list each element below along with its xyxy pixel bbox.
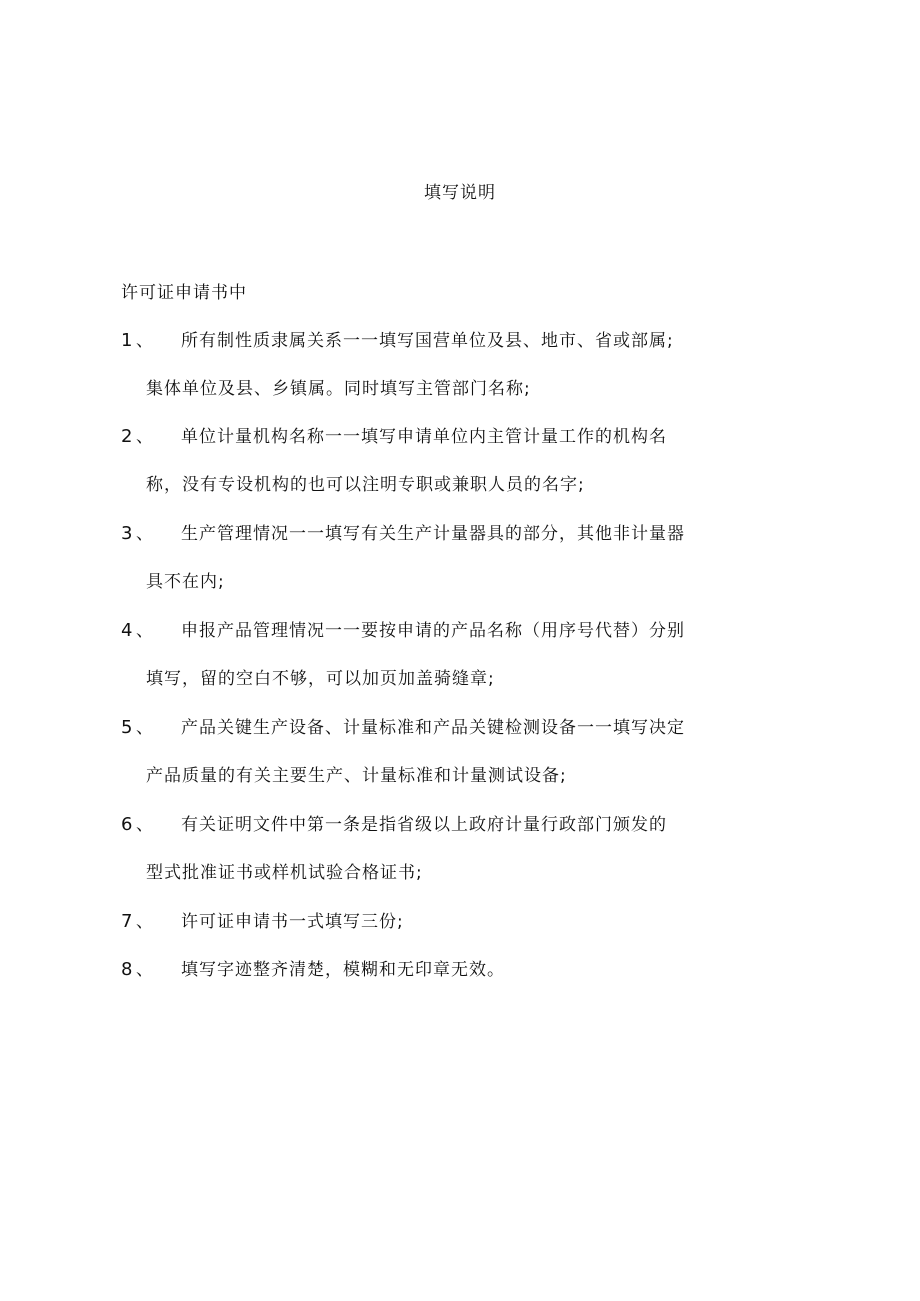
item-text-line-2: 产品质量的有关主要生产、计量标准和计量测试设备; [146, 766, 567, 786]
item-text-line-1: 生产管理情况一一填写有关生产计量器具的部分，其他非计量器 [181, 524, 685, 544]
item-text-line-1: 产品关键生产设备、计量标准和产品关键检测设备一一填写决定 [181, 718, 685, 738]
item-separator: 、 [136, 815, 154, 835]
item-number: 1 [121, 330, 133, 351]
item-number: 5 [121, 717, 133, 738]
item-number: 3 [121, 523, 133, 544]
item-number: 4 [121, 620, 133, 641]
item-separator: 、 [136, 718, 154, 738]
item-text-line-2: 称，没有专设机构的也可以注明专职或兼职人员的名字; [146, 475, 585, 495]
item-text-line-2: 具不在内; [146, 572, 225, 592]
item-text-line-2: 填写，留的空白不够，可以加页加盖骑缝章; [146, 669, 495, 689]
intro-text: 许可证申请书中 [121, 283, 247, 303]
item-text-line-1: 填写字迹整齐清楚，模糊和无印章无效。 [181, 960, 505, 980]
item-number: 8 [121, 959, 133, 980]
item-separator: 、 [136, 427, 154, 447]
item-number: 7 [121, 911, 133, 932]
item-text-line-1: 单位计量机构名称一一填写申请单位内主管计量工作的机构名 [181, 427, 667, 447]
item-separator: 、 [136, 960, 154, 980]
item-text-line-2: 型式批准证书或样机试验合格证书; [146, 863, 423, 883]
item-text-line-1: 许可证申请书一式填写三份; [181, 912, 404, 932]
item-number: 2 [121, 426, 133, 447]
item-text-line-1: 有关证明文件中第一条是指省级以上政府计量行政部门颁发的 [181, 815, 667, 835]
item-text-line-1: 所有制性质隶属关系一一填写国营单位及县、地市、省或部属; [181, 331, 674, 351]
item-separator: 、 [136, 524, 154, 544]
document-title: 填写说明 [424, 183, 496, 203]
item-text-line-2: 集体单位及县、乡镇属。同时填写主管部门名称; [146, 379, 531, 399]
item-separator: 、 [136, 912, 154, 932]
item-number: 6 [121, 814, 133, 835]
item-separator: 、 [136, 331, 154, 351]
item-text-line-1: 申报产品管理情况一一要按申请的产品名称（用序号代替）分别 [181, 621, 685, 641]
item-separator: 、 [136, 621, 154, 641]
